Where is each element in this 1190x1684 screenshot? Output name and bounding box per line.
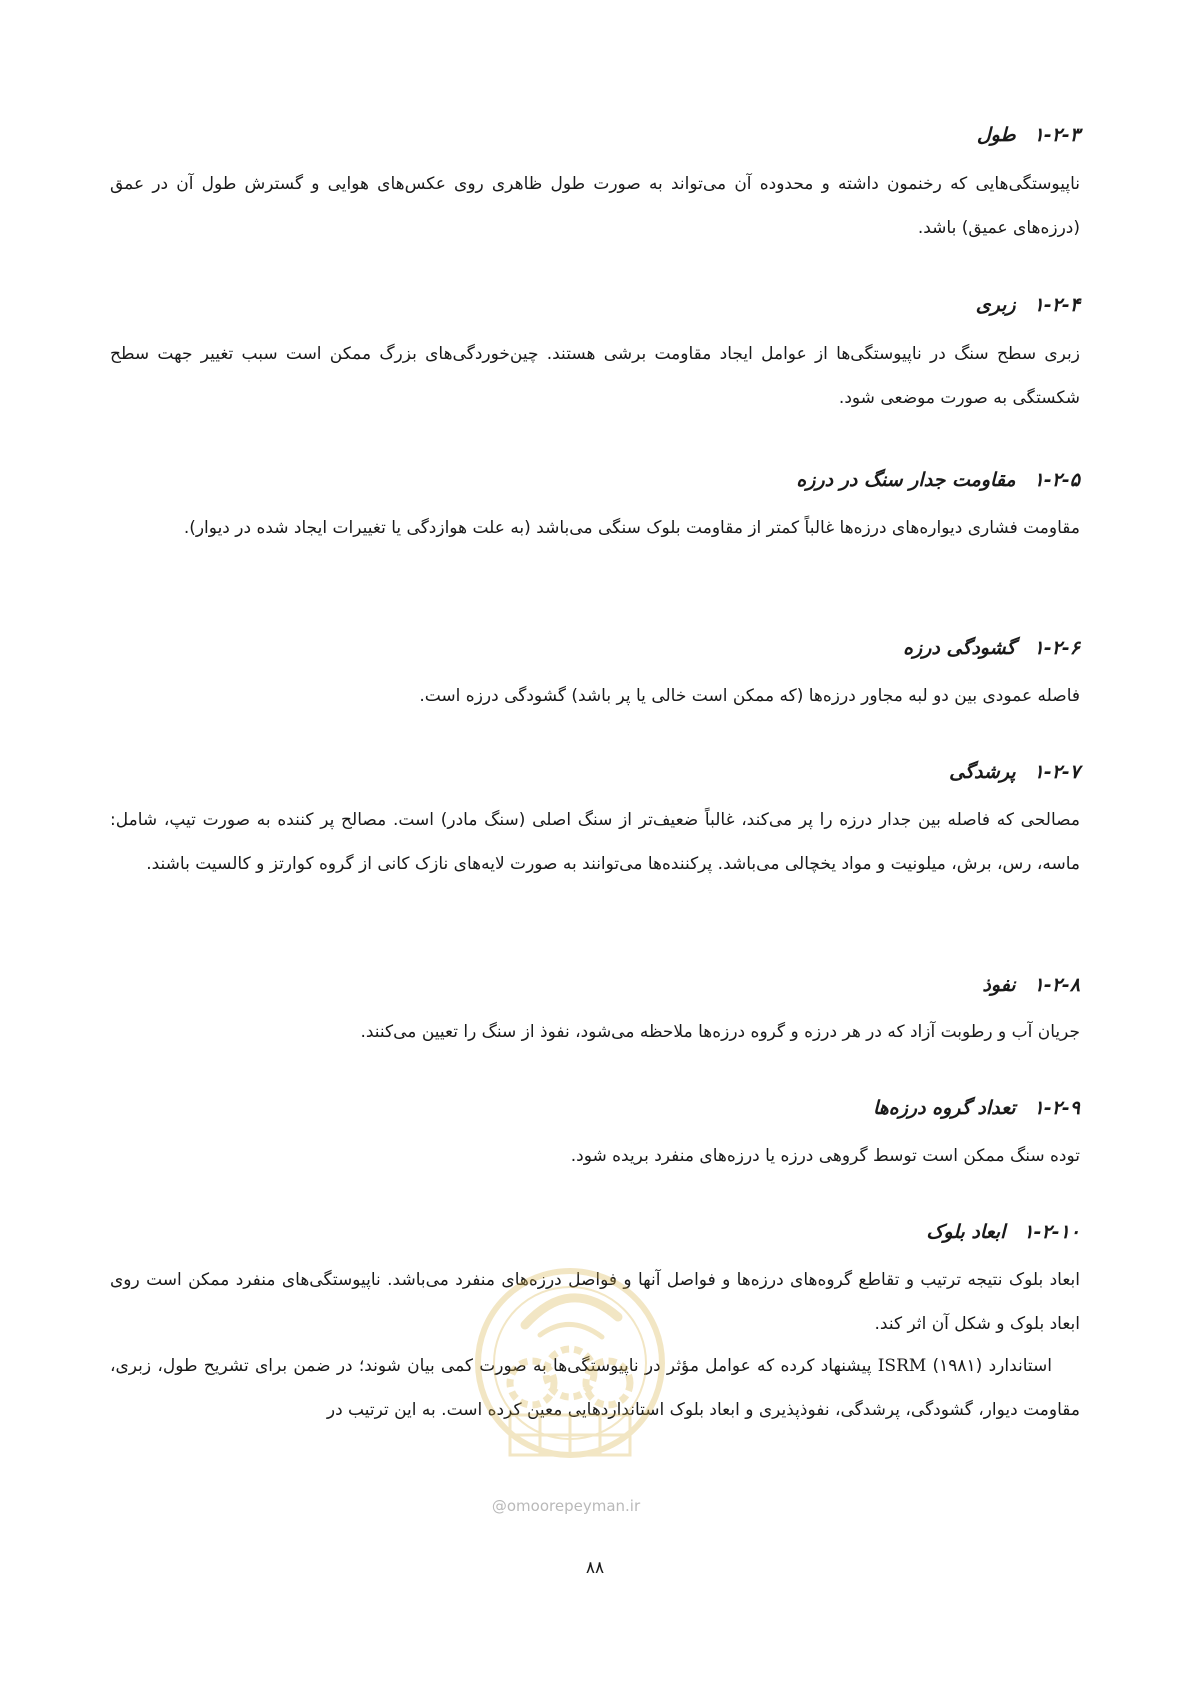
section-heading (873, 1093, 1080, 1123)
section-title: گشودگی درزه (903, 637, 1016, 659)
section-paragraph: فاصله عمودی بین دو لبه مجاور درزه‌ها (که ممکن است خالی یا پر باشد) گشودگی درزه است. (419, 686, 1080, 706)
section-title: طول (976, 124, 1016, 146)
section-paragraph: زبری سطح سنگ در ناپیوستگی‌ها از عوامل ایجاد مقاومت برشی هستند. چین‌خوردگی‌های بزرگ ممکن است سبب تغییر جهت سطح شکستگی به صورت موضعی شود. (110, 344, 1080, 408)
section-number: ۱-۲-۱۰ (1023, 1221, 1080, 1243)
section-heading (977, 120, 1080, 150)
section-title: ابعاد بلوک (926, 1221, 1006, 1243)
section-paragraph: ابعاد بلوک نتیجه ترتیب و تقاطع گروه‌های درزه‌ها و فواصل آنها و فواصل درزه‌های منفرد می‌باشد. ناپیوستگی‌های منفرد ممکن است روی ابعاد بلوک و شکل آن اثر کند. (110, 1270, 1080, 1334)
watermark-url: @omoorepeyman.ir (491, 1497, 641, 1515)
section-heading (949, 757, 1080, 787)
section-number: ۱-۲-۵ (1033, 469, 1080, 491)
document-page (110, 0, 1080, 1684)
section-number: ۱-۲-۹ (1033, 1097, 1080, 1119)
standard-text-before: استاندارد (982, 1356, 1053, 1376)
section-heading (796, 465, 1080, 495)
standard-text-after: (۱۹۸۱) پیشنهاد کرده که عوامل مؤثر در ناپیوستگی‌ها به صورت کمی بیان شوند؛ در ضمن برای تشریح طول، زبری، مقاومت دیوار، گشودگی، پرشدگی، نفوذپذیری و ابعاد بلوک استانداردهایی معین کرده است. به این ترتیب در (110, 1356, 1080, 1420)
section-title: تعداد گروه درزه‌ها (872, 1097, 1016, 1119)
section-number: ۱-۲-۳ (1033, 124, 1080, 146)
section-number: ۱-۲-۸ (1033, 974, 1080, 996)
section-paragraph: ناپیوستگی‌هایی که رخنمون داشته و محدوده آن می‌تواند به صورت طول ظاهری روی عکس‌های هوایی و گسترش طول آن در عمق (درزه‌های عمیق) باشد. (110, 174, 1080, 238)
section-paragraph: جریان آب و رطوبت آزاد که در هر درزه و گروه درزه‌ها ملاحظه می‌شود، نفوذ از سنگ را تعیین می‌کنند. (360, 1022, 1080, 1042)
section-title: نفوذ (982, 974, 1016, 996)
section-number: ۱-۲-۶ (1033, 637, 1080, 659)
section-number: ۱-۲-۷ (1033, 761, 1080, 783)
section-paragraph: توده سنگ ممکن است توسط گروهی درزه یا درزه‌های منفرد بریده شود. (570, 1146, 1080, 1166)
section-heading (982, 970, 1080, 1000)
section-title: پرشدگی (949, 761, 1016, 783)
section-heading (976, 290, 1080, 320)
section-heading (926, 1217, 1080, 1247)
isrm-label: ISRM (877, 1356, 927, 1376)
section-heading (903, 633, 1080, 663)
section-paragraph: مصالحی که فاصله بین جدار درزه را پر می‌کند، غالباً ضعیف‌تر از سنگ اصلی (سنگ مادر) است. مصالح پر کننده به صورت تیپ، شامل: ماسه، رس، برش، میلونیت و مواد یخچالی می‌باشد. پرکننده‌ها می‌توانند به صورت لایه‌های نازک کانی از گروه کوارتز و کالسیت باشند. (110, 810, 1080, 874)
section-number: ۱-۲-۴ (1033, 294, 1080, 316)
section-paragraph: مقاومت فشاری دیواره‌های درزه‌ها غالباً کمتر از مقاومت بلوک سنگی می‌باشد (به علت هوازدگی یا تغییرات ایجاد شده در دیوار). (183, 518, 1080, 538)
section-paragraph (110, 1344, 1080, 1432)
section-title: مقاومت جدار سنگ در درزه (796, 469, 1016, 491)
page-number: ۸۸ (585, 1558, 605, 1578)
section-title: زبری (975, 294, 1016, 316)
